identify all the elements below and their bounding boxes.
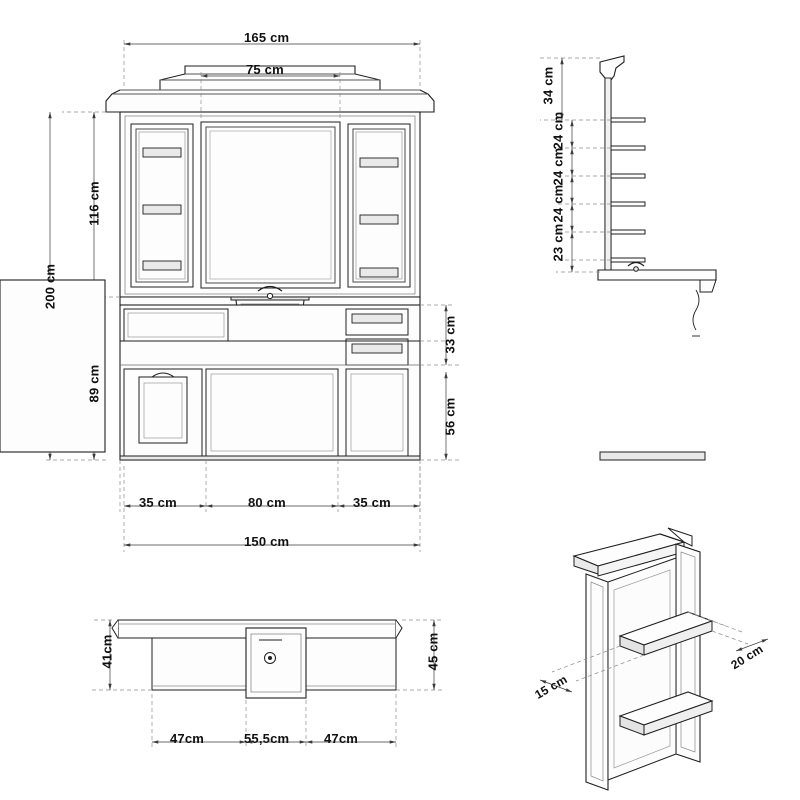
- front-elevation-geometry: [106, 66, 434, 460]
- dim-shelf-gap-2: 24 cm: [550, 111, 566, 150]
- dim-shelf-gap-3: 24 cm: [550, 147, 566, 186]
- dim-upper-height: 116 cm: [86, 181, 102, 226]
- dim-shelf-depth: 20 cm: [728, 641, 766, 673]
- dim-right-section-width: 47cm: [324, 731, 359, 746]
- dim-drawer-block-height: 33 cm: [442, 315, 458, 354]
- isometric-detail-geometry: [574, 528, 712, 790]
- dim-overall-height: 200 cm: [42, 263, 58, 310]
- plan-view-geometry: [112, 620, 402, 698]
- dim-base-width: 150 cm: [244, 534, 290, 549]
- dim-shelf-gap-4: 24 cm: [550, 184, 566, 223]
- dim-lower-height: 89 cm: [86, 364, 102, 403]
- dim-overall-width: 165 cm: [244, 30, 290, 45]
- dim-shelf-width: 15 cm: [532, 672, 570, 702]
- dim-center-module-width: 80 cm: [248, 495, 286, 510]
- dim-mirror-width: 75 cm: [246, 62, 284, 77]
- dim-top-shelf-gap: 34 cm: [540, 66, 556, 105]
- dim-left-section-width: 47cm: [170, 731, 205, 746]
- dim-left-module-width: 35 cm: [139, 495, 177, 510]
- dim-shelf-gap-5: 23 cm: [550, 223, 566, 262]
- dim-depth-right: 45 cm: [425, 632, 441, 671]
- dim-right-module-width: 35 cm: [353, 495, 391, 510]
- dim-depth-left: 41cm: [99, 634, 115, 669]
- dim-basin-section-width: 55,5cm: [244, 731, 290, 746]
- dim-cabinet-block-height: 56 cm: [442, 397, 458, 436]
